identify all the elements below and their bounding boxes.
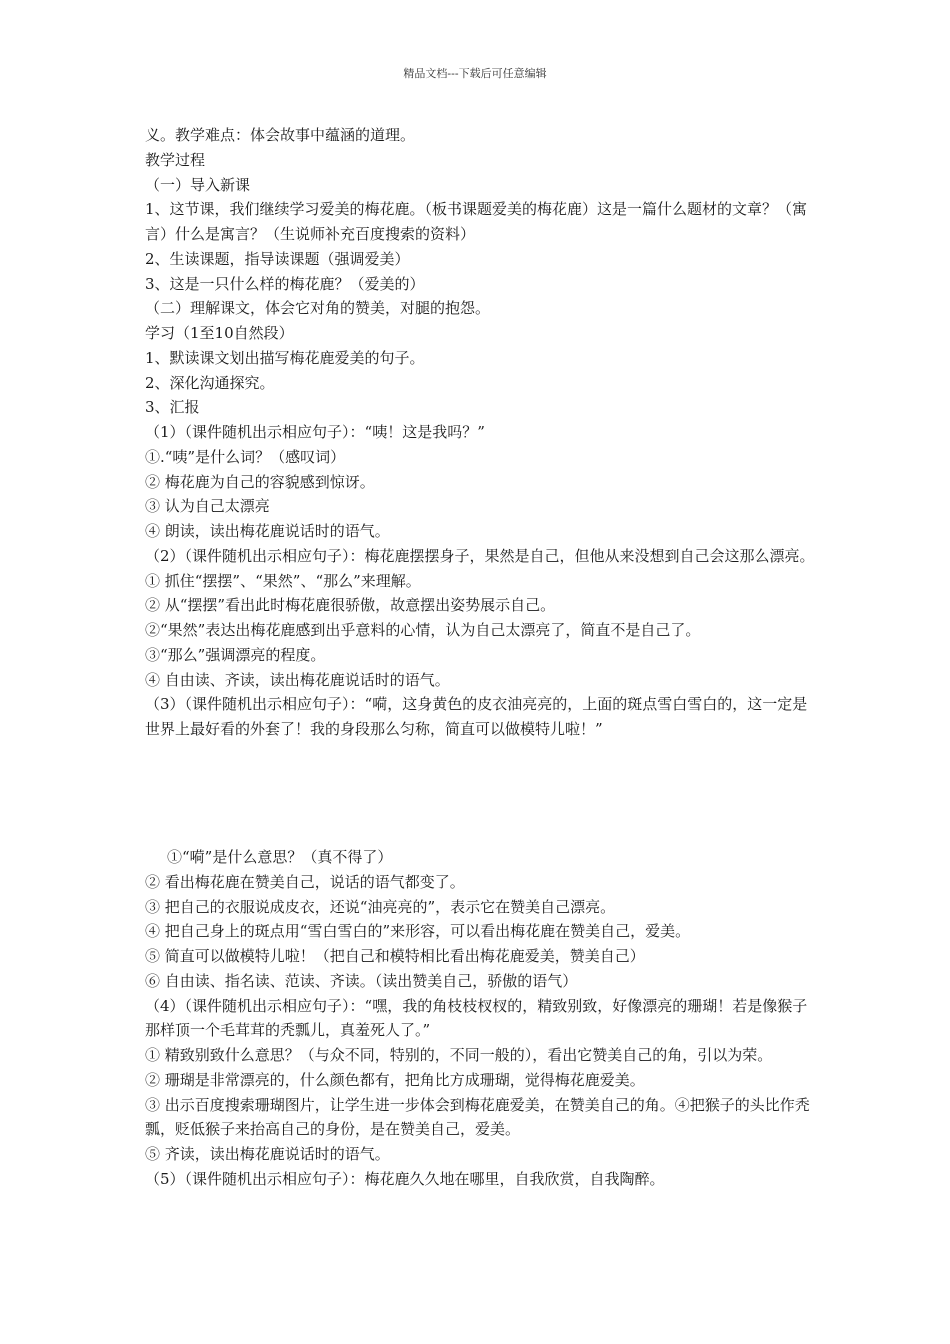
paragraph: ② 梅花鹿为自己的容貌感到惊讶。 [145,472,375,491]
paragraph: ③ 认为自己太漂亮 [145,497,270,516]
paragraph: ④ 朗读，读出梅花鹿说话时的语气。 [145,522,390,540]
paragraph: ④ 自由读、齐读，读出梅花鹿说话时的语气。 [145,670,450,689]
paragraph: 3、这是一只什么样的梅花鹿？（爱美的） [145,274,425,293]
paragraph: ① 抓住“摆摆”、“果然”、“那么”来理解。 [145,571,421,590]
paragraph: ③ 出示百度搜索珊瑚图片，让学生进一步体会到梅花鹿爱美，在赞美自己的角。④把猴子的头比作秃瓢，贬低猴子来抬高自己的身份，是在赞美自己，爱美。 [145,1095,810,1139]
paragraph: 1、默读课文划出描写梅花鹿爱美的句子。 [145,348,425,367]
paragraph: ③“那么”强调漂亮的程度。 [145,645,326,664]
lesson-text-block-1 [145,123,820,742]
lesson-text-block-2 [145,845,820,1192]
paragraph: 1、这节课，我们继续学习爱美的梅花鹿。（板书课题爱美的梅花鹿）这是一篇什么题材的文章？（寓言）什么是寓言？（生说师补充百度搜索的资料） [145,200,808,243]
paragraph: 义。教学难点：体会故事中蕴涵的道理。 [145,126,416,144]
page-header: 精品文档---下载后可任意编辑 [403,67,547,80]
paragraph: ①“嗬”是什么意思？（真不得了） [167,848,393,866]
paragraph: ② 从“摆摆”看出此时梅花鹿很骄傲，故意摆出姿势展示自己。 [145,596,556,615]
paragraph: （二）理解课文，体会它对角的赞美，对腿的抱怨。 [145,299,491,318]
paragraph: ②“果然”表达出梅花鹿感到出乎意料的心情，认为自己太漂亮了，简直不是自己了。 [145,621,701,639]
paragraph: ② 看出梅花鹿在赞美自己，说话的语气都变了。 [145,872,465,891]
paragraph: ② 珊瑚是非常漂亮的，什么颜色都有，把角比方成珊瑚，觉得梅花鹿爱美。 [145,1070,645,1089]
paragraph: （2）（课件随机出示相应句子）：梅花鹿摆摆身子，果然是自己，但他从来没想到自己会这那么漂亮。 [145,546,815,565]
paragraph: ⑥ 自由读、指名读、范读、齐读。（读出赞美自己，骄傲的语气） [145,971,578,990]
paragraph: （3）（课件随机出示相应句子）：“嗬，这身黄色的皮衣油亮亮的，上面的斑点雪白雪白的，这一定是世界上最好看的外套了！我的身段那么匀称，简直可以做模特儿啦！” [145,695,808,738]
paragraph: ① 精致别致什么意思？（与众不同，特别的，不同一般的），看出它赞美自己的角，引以为荣。 [145,1046,773,1064]
paragraph: ④ 把自己身上的斑点用“雪白雪白的”来形容，可以看出梅花鹿在赞美自己，爱美。 [145,922,691,941]
paragraph: ⑤ 齐读，读出梅花鹿说话时的语气。 [145,1145,390,1163]
paragraph: 学习（1至10自然段） [145,324,294,342]
paragraph: 教学过程 [145,150,206,169]
paragraph: 2、深化沟通探究。 [145,373,275,392]
paragraph: ①.“咦”是什么词？（感叹词） [145,447,346,466]
paragraph: ⑤ 简直可以做模特儿啦！（把自己和模特相比看出梅花鹿爱美，赞美自己） [145,947,645,965]
paragraph: （5）（课件随机出示相应句子）：梅花鹿久久地在哪里，自我欣赏，自我陶醉。 [145,1169,665,1188]
paragraph: 3、汇报 [145,398,200,417]
paragraph: （1）（课件随机出示相应句子）：“咦！这是我吗？” [145,423,485,441]
paragraph: 2、生读课题，指导读课题（强调爱美） [145,249,410,268]
paragraph: ③ 把自己的衣服说成皮衣，还说“油亮亮的”，表示它在赞美自己漂亮。 [145,897,616,916]
paragraph: （一）导入新课 [145,175,251,194]
paragraph: （4）（课件随机出示相应句子）：“嘿，我的角枝枝杈杈的，精致别致，好像漂亮的珊瑚！若是像猴子那样顶一个毛茸茸的秃瓢儿，真羞死人了。” [145,996,808,1040]
